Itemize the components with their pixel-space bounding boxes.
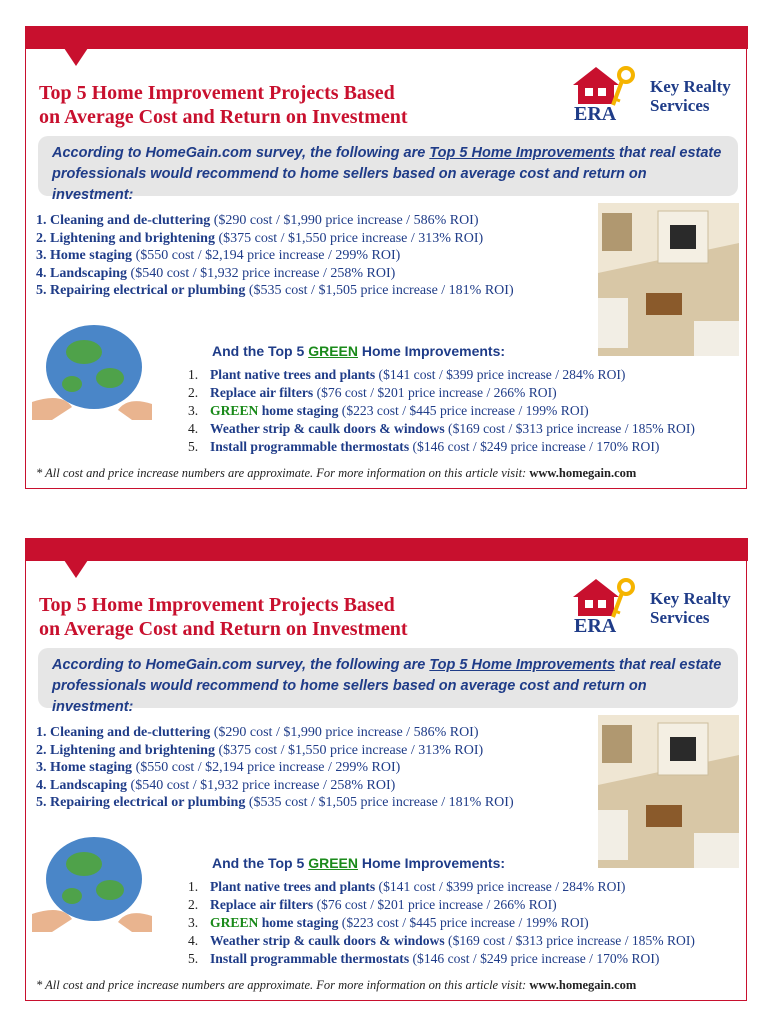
era-logo [570, 63, 740, 123]
list-item: 4. Landscaping ($540 cost / $1,932 price increase / 258% ROI) [36, 777, 396, 793]
flyer-title [39, 81, 408, 129]
logo-company-name: Key Realty Services [650, 77, 731, 115]
title-line-1: Top 5 Home Improvement Projects Based [39, 82, 395, 104]
house-key-icon [570, 575, 650, 635]
svg-text:ERA: ERA [574, 615, 617, 635]
green-heading: And the Top 5 GREEN Home Improvements: [212, 343, 506, 359]
header-bar [25, 538, 748, 561]
header-bar [25, 26, 748, 49]
logo-company-name: Key Realty Services [650, 589, 731, 627]
top5-list [36, 724, 514, 812]
list-item: 2. Lightening and brightening ($375 cost / $1,550 price increase / 313% ROI) [36, 230, 484, 246]
intro-box: According to HomeGain.com survey, the following are Top 5 Home Improvements that real estate professionals would recommend to home sellers based on average cost and return on investment: [38, 648, 738, 708]
footnote: * All cost and price increase numbers are approximate. For more information on this article visit: www.homegain.com [36, 466, 637, 480]
living-room-photo [598, 203, 739, 356]
green-list [188, 366, 695, 456]
flyer-card [25, 538, 747, 1001]
top5-list [36, 212, 514, 300]
homegain-link[interactable]: www.homegain.com [529, 466, 637, 480]
list-item: 1. Cleaning and de-cluttering ($290 cost / $1,990 price increase / 586% ROI) [36, 213, 479, 228]
list-item: 1. Plant native trees and plants ($141 cost / $399 price increase / 284% ROI) [188, 879, 626, 894]
list-item: 5. Install programmable thermostats ($146 cost / $249 price increase / 170% ROI) [188, 439, 660, 454]
list-item: 5. Repairing electrical or plumbing ($535 cost / $1,505 price increase / 181% ROI) [36, 283, 514, 298]
intro-box: According to HomeGain.com survey, the following are Top 5 Home Improvements that real estate professionals would recommend to home sellers based on average cost and return on investment: [38, 136, 738, 196]
flyer-title [39, 593, 408, 641]
top5-link[interactable]: Top 5 Home Improvements [429, 145, 615, 161]
title-line-2: on Average Cost and Return on Investment [39, 106, 408, 128]
house-key-icon [570, 63, 650, 123]
globe-hands-image [32, 824, 152, 932]
list-item: 3. GREEN home staging ($223 cost / $445 price increase / 199% ROI) [188, 915, 589, 930]
green-heading: And the Top 5 GREEN Home Improvements: [212, 855, 506, 871]
list-item: 1. Plant native trees and plants ($141 cost / $399 price increase / 284% ROI) [188, 367, 626, 382]
header-notch [64, 48, 88, 66]
homegain-link[interactable]: www.homegain.com [529, 978, 637, 992]
list-item: 2. Replace air filters ($76 cost / $201 price increase / 266% ROI) [188, 385, 557, 400]
list-item: 3. Home staging ($550 cost / $2,194 price increase / 299% ROI) [36, 248, 401, 263]
list-item: 2. Replace air filters ($76 cost / $201 price increase / 266% ROI) [188, 897, 557, 912]
list-item: 1. Cleaning and de-cluttering ($290 cost / $1,990 price increase / 586% ROI) [36, 725, 479, 740]
list-item: 5. Install programmable thermostats ($146 cost / $249 price increase / 170% ROI) [188, 951, 660, 966]
list-item: 5. Repairing electrical or plumbing ($535 cost / $1,505 price increase / 181% ROI) [36, 795, 514, 810]
footnote: * All cost and price increase numbers are approximate. For more information on this article visit: www.homegain.com [36, 978, 637, 992]
title-line-1: Top 5 Home Improvement Projects Based [39, 594, 395, 616]
svg-text:ERA: ERA [574, 103, 617, 123]
list-item: 2. Lightening and brightening ($375 cost / $1,550 price increase / 313% ROI) [36, 742, 484, 758]
list-item: 4. Weather strip & caulk doors & windows ($169 cost / $313 price increase / 185% ROI) [188, 421, 695, 436]
globe-hands-image [32, 312, 152, 420]
header-notch [64, 560, 88, 578]
green-list [188, 878, 695, 968]
list-item: 4. Landscaping ($540 cost / $1,932 price increase / 258% ROI) [36, 265, 396, 281]
flyer-card [25, 26, 747, 489]
top5-link[interactable]: Top 5 Home Improvements [429, 657, 615, 673]
list-item: 3. Home staging ($550 cost / $2,194 price increase / 299% ROI) [36, 760, 401, 775]
era-logo [570, 575, 740, 635]
list-item: 3. GREEN home staging ($223 cost / $445 price increase / 199% ROI) [188, 403, 589, 418]
list-item: 4. Weather strip & caulk doors & windows ($169 cost / $313 price increase / 185% ROI) [188, 933, 695, 948]
living-room-photo [598, 715, 739, 868]
title-line-2: on Average Cost and Return on Investment [39, 618, 408, 640]
